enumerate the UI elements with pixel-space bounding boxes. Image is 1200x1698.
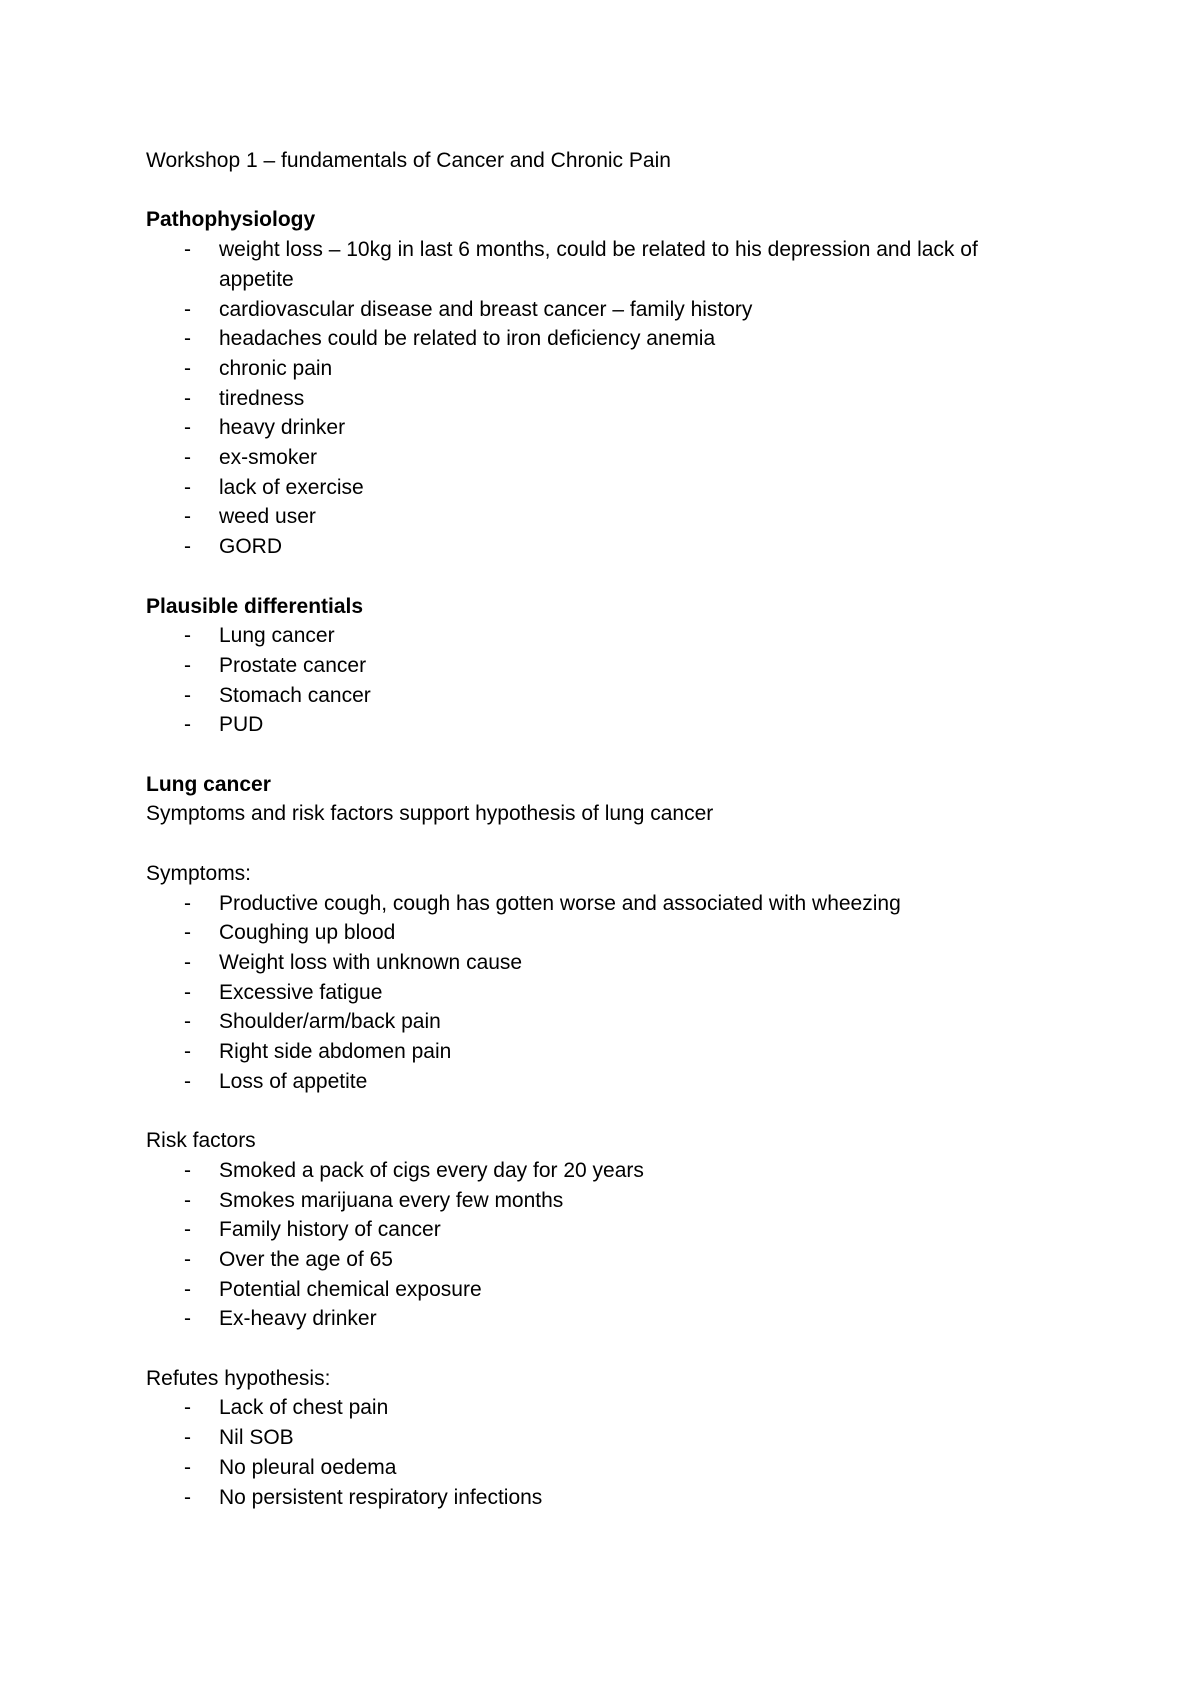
dash-bullet: - [184, 1218, 191, 1242]
list-item-text: No persistent respiratory infections [219, 1485, 543, 1509]
list-item-text: heavy drinker [219, 416, 346, 440]
list-item-text: Excessive fatigue [219, 980, 383, 1004]
list-item [146, 1067, 1050, 1097]
dash-bullet: - [184, 1426, 191, 1450]
list-item-text: weed user [219, 505, 316, 529]
list-item-text: Potential chemical exposure [219, 1277, 482, 1301]
list-item-text: Stomach cancer [219, 683, 371, 707]
list-item-text: Prostate cancer [219, 653, 367, 677]
document-title: Workshop 1 – fundamentals of Cancer and Chronic Pain [146, 149, 671, 172]
list-item [146, 384, 1050, 414]
list-item [146, 1453, 1050, 1483]
refutes-heading: Refutes hypothesis: [146, 1366, 331, 1390]
differentials-list [146, 621, 1050, 740]
list-item-text: Shoulder/arm/back pain [219, 1010, 441, 1034]
dash-bullet: - [184, 1485, 191, 1509]
list-item-text: lack of exercise [219, 475, 364, 499]
dash-bullet: - [184, 1069, 191, 1093]
list-item [146, 413, 1050, 443]
dash-bullet: - [184, 386, 191, 410]
differentials-section [146, 592, 1050, 741]
list-item-text: Lack of chest pain [219, 1396, 389, 1420]
list-item-text: Productive cough, cough has gotten worse and associated with wheezing [219, 891, 901, 915]
dash-bullet: - [184, 416, 191, 440]
dash-bullet: - [184, 356, 191, 380]
lung-cancer-summary: Symptoms and risk factors support hypothesis of lung cancer [146, 802, 714, 826]
list-item-text: ex-smoker [219, 446, 318, 470]
list-item [146, 1423, 1050, 1453]
risk-factors-list [146, 1156, 1050, 1334]
list-item-text: Nil SOB [219, 1426, 294, 1450]
dash-bullet: - [184, 1307, 191, 1331]
list-item [146, 443, 1050, 473]
dash-bullet: - [184, 950, 191, 974]
list-item [146, 295, 1050, 325]
list-item [146, 532, 1050, 562]
symptoms-heading: Symptoms: [146, 861, 252, 885]
dash-bullet: - [184, 1188, 191, 1212]
list-item-text: headaches could be related to iron deficiency anemia [219, 327, 716, 351]
dash-bullet: - [184, 1247, 191, 1271]
dash-bullet: - [184, 1396, 191, 1420]
list-item [146, 1156, 1050, 1186]
dash-bullet: - [184, 1455, 191, 1479]
list-item-text: tiredness [219, 386, 305, 410]
list-item-text: PUD [219, 713, 264, 737]
list-item [146, 651, 1050, 681]
list-item-text: Coughing up blood [219, 921, 396, 945]
list-item [146, 502, 1050, 532]
list-item-text: GORD [219, 535, 282, 559]
dash-bullet: - [184, 1158, 191, 1182]
dash-bullet: - [184, 297, 191, 321]
list-item-text: chronic pain [219, 356, 333, 380]
dash-bullet: - [184, 475, 191, 499]
dash-bullet: - [184, 653, 191, 677]
dash-bullet: - [184, 1277, 191, 1301]
dash-bullet: - [184, 505, 191, 529]
dash-bullet: - [184, 683, 191, 707]
list-item [146, 918, 1050, 948]
list-item [146, 1215, 1050, 1245]
dash-bullet: - [184, 624, 191, 648]
list-item-text: Right side abdomen pain [219, 1040, 452, 1064]
dash-bullet: - [184, 535, 191, 559]
risk-factors-heading: Risk factors [146, 1129, 256, 1153]
pathophysiology-section [146, 205, 1050, 561]
dash-bullet: - [184, 921, 191, 945]
list-item [146, 710, 1050, 740]
pathophysiology-list [146, 235, 1050, 562]
list-item [146, 473, 1050, 503]
list-item [146, 1304, 1050, 1334]
list-item [146, 621, 1050, 651]
list-item [146, 889, 1050, 919]
list-item [146, 1275, 1050, 1305]
dash-bullet: - [184, 891, 191, 915]
list-item-text: Lung cancer [219, 624, 335, 648]
list-item-text: No pleural oedema [219, 1455, 397, 1479]
list-item-text: weight loss – 10kg in last 6 months, could be related to his depression and lack of appetite [219, 238, 978, 291]
symptoms-section [146, 859, 1050, 1097]
lung-cancer-section [146, 770, 1050, 829]
dash-bullet: - [184, 1040, 191, 1064]
list-item [146, 978, 1050, 1008]
list-item-text: Ex-heavy drinker [219, 1307, 377, 1331]
dash-bullet: - [184, 238, 191, 262]
dash-bullet: - [184, 1010, 191, 1034]
list-item-text: Smoked a pack of cigs every day for 20 years [219, 1158, 644, 1182]
list-item-text: Weight loss with unknown cause [219, 950, 523, 974]
list-item [146, 1483, 1050, 1513]
list-item [146, 1007, 1050, 1037]
list-item-text: Over the age of 65 [219, 1247, 393, 1271]
symptoms-list [146, 889, 1050, 1097]
lung-cancer-heading: Lung cancer [146, 772, 271, 796]
list-item [146, 1245, 1050, 1275]
list-item [146, 948, 1050, 978]
list-item [146, 681, 1050, 711]
list-item [146, 1037, 1050, 1067]
dash-bullet: - [184, 446, 191, 470]
list-item-text: Family history of cancer [219, 1218, 441, 1242]
refutes-section [146, 1364, 1050, 1513]
dash-bullet: - [184, 713, 191, 737]
list-item [146, 1186, 1050, 1216]
list-item-text: Loss of appetite [219, 1069, 368, 1093]
pathophysiology-heading: Pathophysiology [146, 208, 316, 232]
list-item-text: Smokes marijuana every few months [219, 1188, 564, 1212]
list-item-text: cardiovascular disease and breast cancer – family history [219, 297, 753, 321]
refutes-list [146, 1393, 1050, 1512]
list-item [146, 324, 1050, 354]
risk-factors-section [146, 1126, 1050, 1334]
dash-bullet: - [184, 327, 191, 351]
dash-bullet: - [184, 980, 191, 1004]
differentials-heading: Plausible differentials [146, 594, 364, 618]
list-item [146, 1393, 1050, 1423]
list-item [146, 354, 1050, 384]
list-item [146, 235, 1050, 294]
